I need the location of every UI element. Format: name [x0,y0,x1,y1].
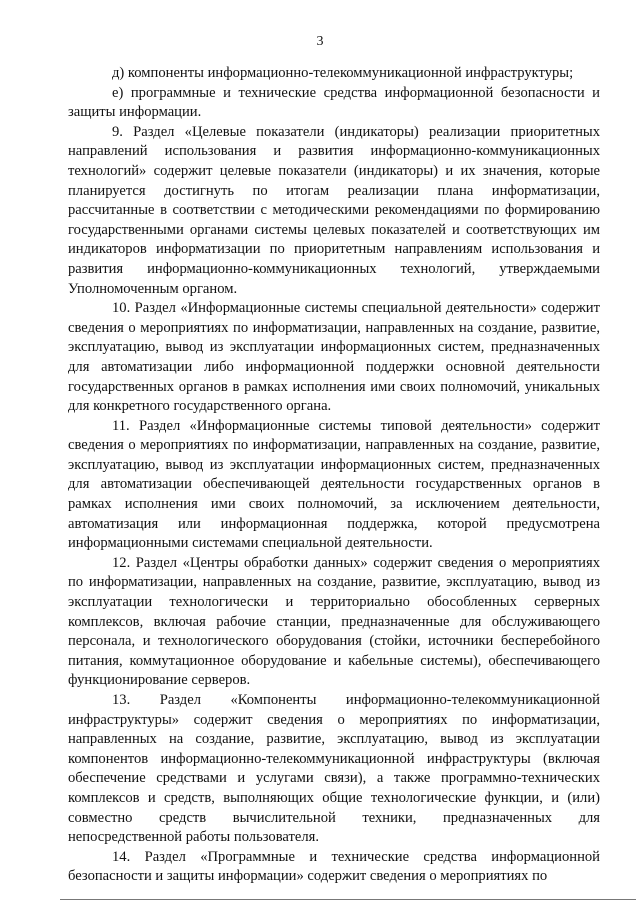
paragraph-item-d: д) компоненты информационно-телекоммуникационной инфраструктуры; [112,65,574,81]
page-number: 3 [316,34,324,49]
document-body [68,64,600,887]
paragraph-9: 9. Раздел «Целевые показатели (индикаторы) реализации приоритетных направлений использования и развития информационно-коммуникационных технологий» содержит целевые показатели (индикаторы) и их значения, которые планируется достигнуть по итогам реализации плана информатизации, рассчитанные в соответствии с методическими рекомендациями по формированию государственными органами системы целевых показателей и соответствующих им индикаторов информатизации по приоритетным направлениям использования и развития информационно-коммуникационных технологий, утверждаемыми Уполномоченным органом. [68,123,600,297]
paragraph-13: 13. Раздел «Компоненты информационно-телекоммуникационной инфраструктуры» содержит сведения о мероприятиях по информатизации, направленных на создание, развитие, эксплуатацию, вывод из эксплуатации компонентов информационно-телекоммуникационной инфраструктуры (включая обеспечение средствами и услугами связи), а также программно-технических комплексов и средств, выполняющих общие технологические функции, и (или) совместно средств вычислительной техники, предназначенных для непосредственной работы пользователя. [68,692,600,846]
paragraph-item-e: е) программные и технические средства информационной безопасности и защиты информации. [68,84,600,121]
paragraph-12: 12. Раздел «Центры обработки данных» содержит сведения о мероприятиях по информатизации, направленных на создание, развитие, эксплуатацию, вывод из эксплуатации технологически и территориально обособленных серверных комплексов, включая рабочие станции, предназначенные для обслуживающего персонала, и технологического оборудования (стойки, источники бесперебойного питания, коммутационное оборудование и кабельные системы), обеспечивающего функционирование серверов. [68,554,600,689]
paragraph-11: 11. Раздел «Информационные системы типовой деятельности» содержит сведения о мероприятиях по информатизации, направленных на создание, развитие, эксплуатацию, вывод из эксплуатации информационных систем, предназначенных для автоматизации обеспечивающей деятельности государственных органов в рамках исполнения ими своих полномочий, за исключением деятельности, автоматизация или информационная поддержка, которой предусмотрена информационными системами специальной деятельности. [68,417,600,552]
paragraph-14: 14. Раздел «Программные и технические средства информационной безопасности и защиты информации» содержит сведения о мероприятиях по [68,848,600,885]
paragraph-10: 10. Раздел «Информационные системы специальной деятельности» содержит сведения о мероприятиях по информатизации, направленных на создание, развитие, эксплуатацию, вывод из эксплуатации информационных систем, предназначенных для автоматизации либо информационной поддержки основной деятельности государственных органов в рамках исполнения ими своих полномочий, уникальных для конкретного государственного органа. [68,300,600,415]
page-bottom-rule [60,899,636,900]
